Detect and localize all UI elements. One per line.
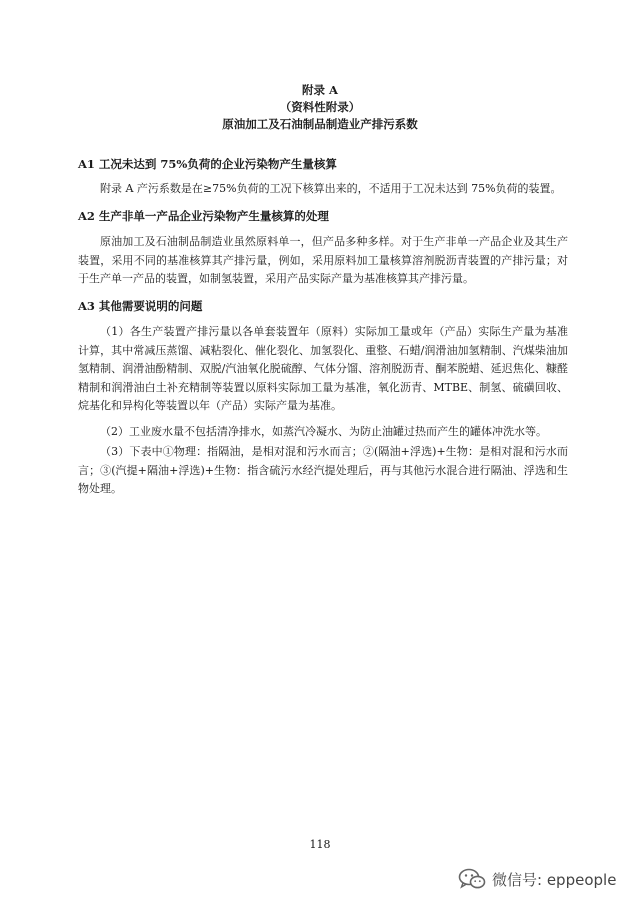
- section-a2-heading: A2 生产非单一产品企业污染物产生量核算的处理: [78, 209, 329, 223]
- watermark-text: 微信号: eppeople: [492, 870, 617, 889]
- section-a2-paragraph: 原油加工及石油制品制造业虽然原料单一，但产品多种多样。对于生产非单一产品企业及其生产装置，采用不同的基准核算其产排污量，例如，采用原料加工量核算溶剂脱沥青装置的产排污量；对于生产单一产品的装置，如制氢装置，采用产品实际产量为基准核算其产排污量。: [78, 235, 568, 285]
- appendix-title-block: [0, 82, 640, 133]
- appendix-label: 附录 A: [302, 83, 338, 97]
- wechat-icon: [458, 868, 486, 890]
- section-a3-paragraph-2: （2）工业废水量不包括清净排水，如蒸汽冷凝水、为防止油罐过热而产生的罐体冲洗水等。: [100, 425, 547, 438]
- section-a3-paragraph-3: （3）下表中①物理：指隔油，是相对混和污水而言；②(隔油+浮选)+生物：是相对混和污水而言；③(汽提+隔油+浮选)+生物：指含硫污水经汽提处理后，再与其他污水混合进行隔油、浮选和生物处理。: [78, 445, 568, 495]
- section-a1-paragraph: 附录 A 产污系数是在≥75%负荷的工况下核算出来的，不适用于工况未达到 75%负荷的装置。: [100, 182, 562, 195]
- page-number: 118: [309, 838, 331, 851]
- appendix-title: 原油加工及石油制品制造业产排污系数: [222, 117, 418, 131]
- watermark: [458, 868, 616, 890]
- section-a1-heading: A1 工况未达到 75%负荷的企业污染物产生量核算: [78, 157, 337, 171]
- section-a3-paragraph-1: （1）各生产装置产排污量以各单套装置年（原料）实际加工量或年（产品）实际生产量为基准计算，其中常减压蒸馏、减粘裂化、催化裂化、加氢裂化、重整、石蜡/润滑油加氢精制、汽煤柴油加氢精制、润滑油酚精制、双脱/汽油氧化脱硫醇、气体分馏、溶剂脱沥青、酮苯脱蜡、延迟焦化、糠醛精制和润滑油白土补充精制等装置以原料实际加工量为基准，氧化沥青、MTBE、制氢、硫磺回收、烷基化和异构化等装置以年（产品）实际产量为基准。: [78, 325, 568, 412]
- appendix-type: （资料性附录）: [279, 100, 361, 114]
- section-a3-heading: A3 其他需要说明的问题: [78, 299, 203, 313]
